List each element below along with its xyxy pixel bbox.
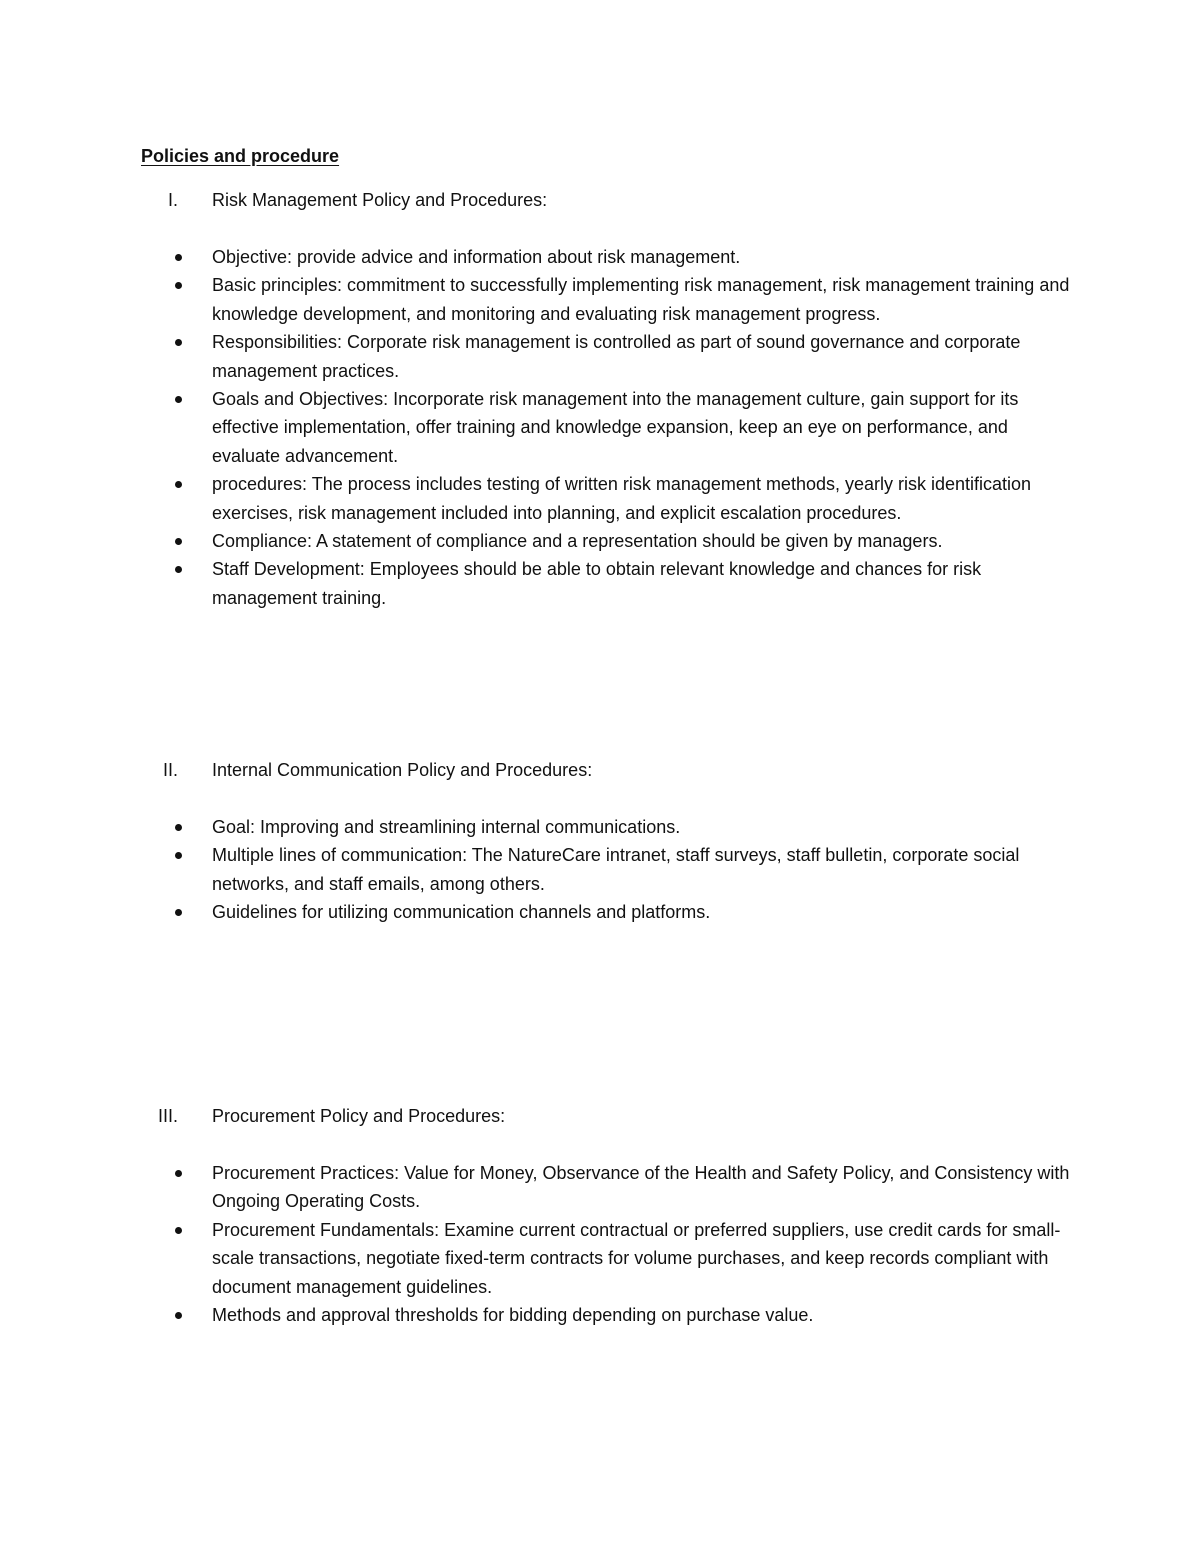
section-heading bbox=[0, 756, 1200, 784]
section-number: III. bbox=[157, 1106, 178, 1126]
section-heading bbox=[0, 1102, 1200, 1130]
list-item-text: Goal: Improving and streamlining internal communications. bbox=[212, 817, 681, 837]
list-item bbox=[0, 470, 1072, 527]
list-item-text: Staff Development: Employees should be able to obtain relevant knowledge and chances for risk management training. bbox=[212, 559, 982, 608]
list-item-text: Basic principles: commitment to successfully implementing risk management, risk management training and knowledge development, and monitoring and evaluating risk management progress. bbox=[212, 275, 1070, 324]
section-heading bbox=[0, 186, 1200, 214]
list-item-text: Guidelines for utilizing communication channels and platforms. bbox=[212, 902, 711, 923]
section-title: Procurement Policy and Procedures: bbox=[212, 1106, 506, 1126]
list-item-text: procedures: The process includes testing of written risk management methods, yearly risk identification exercises, risk management included into planning, and explicit escalation procedures. bbox=[212, 474, 1032, 523]
bullet-list bbox=[0, 813, 1200, 927]
bullet-icon bbox=[175, 909, 182, 916]
section-risk-management bbox=[0, 186, 1200, 612]
list-item bbox=[0, 243, 1072, 271]
bullet-icon bbox=[175, 824, 182, 831]
bullet-icon bbox=[175, 282, 182, 289]
list-item-text: Compliance: A statement of compliance and a representation should be given by managers. bbox=[212, 531, 943, 552]
bullet-icon bbox=[175, 566, 182, 573]
list-item bbox=[0, 385, 1072, 470]
list-item bbox=[0, 1216, 1072, 1301]
list-item-text: Multiple lines of communication: The NatureCare intranet, staff surveys, staff bulletin, corporate social networks, and staff emails, among others. bbox=[212, 845, 1020, 894]
section-number: I. bbox=[167, 190, 178, 210]
bullet-icon bbox=[175, 1170, 182, 1177]
list-item bbox=[0, 841, 1072, 898]
bullet-icon bbox=[175, 396, 182, 403]
list-item bbox=[0, 271, 1072, 328]
section-procurement bbox=[0, 1102, 1200, 1329]
bullet-icon bbox=[175, 538, 182, 545]
list-item-text: Responsibilities: Corporate risk management is controlled as part of sound governance and corporate management practices. bbox=[212, 332, 1021, 381]
list-item-text: Methods and approval thresholds for bidding depending on purchase value. bbox=[212, 1305, 814, 1326]
bullet-icon bbox=[175, 1312, 182, 1319]
list-item bbox=[0, 898, 1072, 926]
section-title: Internal Communication Policy and Procedures: bbox=[212, 760, 593, 780]
list-item-text: Goals and Objectives: Incorporate risk management into the management culture, gain support for its effective implementation, offer training and knowledge expansion, keep an eye on performance, and evaluate advancement. bbox=[212, 389, 1019, 466]
list-item-text: Objective: provide advice and information about risk management. bbox=[212, 247, 741, 267]
bullet-icon bbox=[175, 254, 182, 261]
list-item bbox=[0, 813, 1072, 841]
section-title: Risk Management Policy and Procedures: bbox=[212, 190, 548, 210]
bullet-icon bbox=[175, 481, 182, 488]
bullet-list bbox=[0, 1159, 1200, 1329]
bullet-list bbox=[0, 243, 1200, 612]
bullet-icon bbox=[175, 1227, 182, 1234]
list-item-text: Procurement Fundamentals: Examine current contractual or preferred suppliers, use credit cards for small-scale transactions, negotiate fixed-term contracts for volume purchases, and keep records compliant with document management guidelines. bbox=[212, 1219, 1061, 1297]
list-item bbox=[0, 555, 1072, 612]
list-item-text: Procurement Practices: Value for Money, Observance of the Health and Safety Policy, and Consistency with Ongoing Operating Costs. bbox=[212, 1163, 1070, 1212]
bullet-icon bbox=[175, 852, 182, 859]
document-title: Policies and procedure bbox=[141, 146, 340, 166]
list-item bbox=[0, 527, 1072, 555]
section-internal-communication bbox=[0, 756, 1200, 927]
list-item bbox=[0, 1301, 1072, 1329]
list-item bbox=[0, 1159, 1072, 1216]
bullet-icon bbox=[175, 339, 182, 346]
list-item bbox=[0, 328, 1072, 385]
section-number: II. bbox=[162, 760, 178, 780]
